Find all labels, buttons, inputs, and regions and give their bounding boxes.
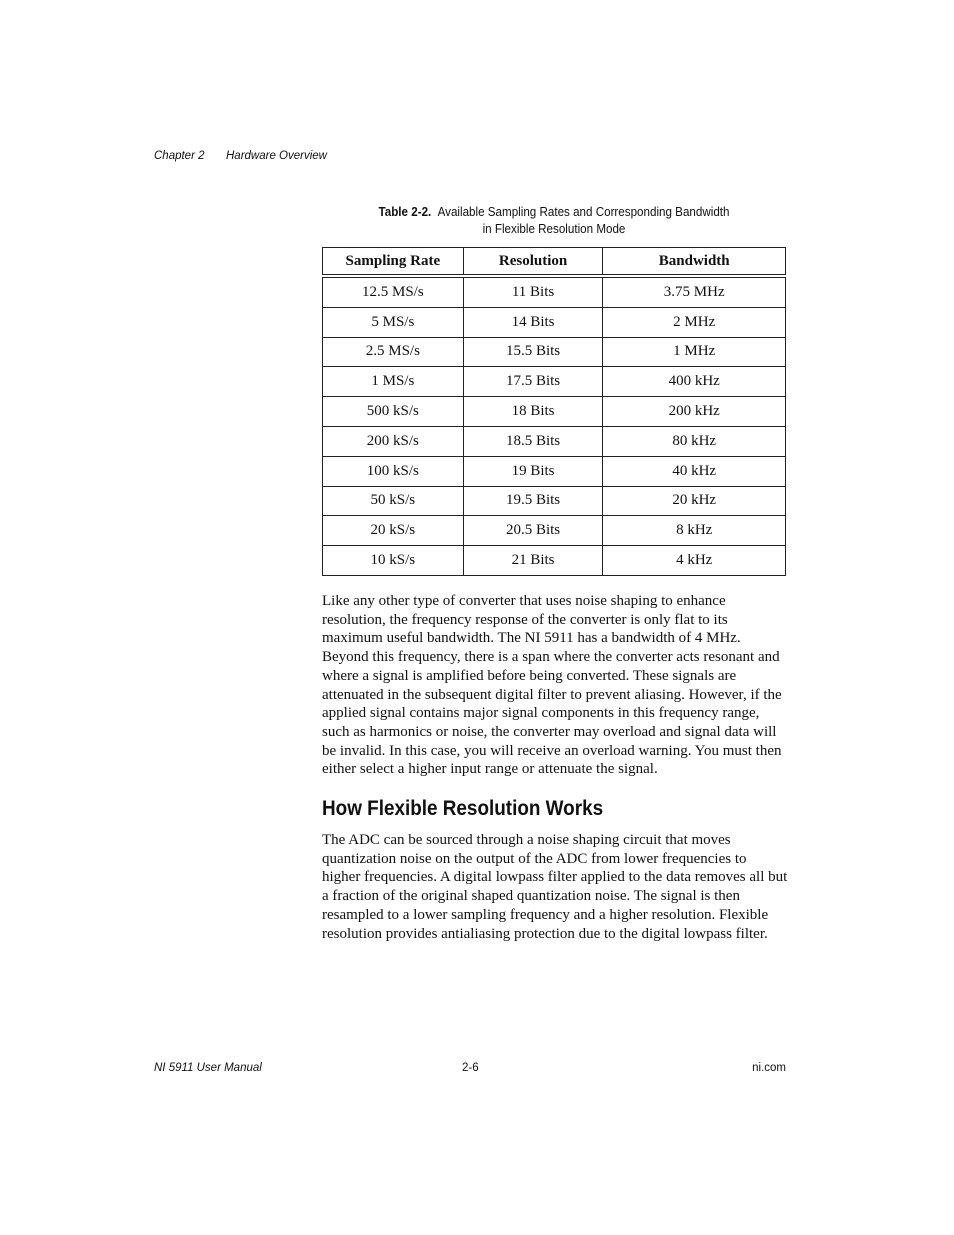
cell-bandwidth: 3.75 MHz bbox=[603, 276, 786, 307]
table-row bbox=[323, 397, 786, 427]
running-header bbox=[154, 150, 327, 162]
sampling-rates-table bbox=[322, 247, 786, 576]
cell-sampling-rate: 200 kS/s bbox=[323, 426, 464, 456]
cell-sampling-rate: 10 kS/s bbox=[323, 546, 464, 576]
cell-sampling-rate: 2.5 MS/s bbox=[323, 337, 464, 367]
table-row bbox=[323, 337, 786, 367]
body-paragraph-overload: Like any other type of converter that uses noise shaping to enhance resolution, the frequency response of the converter is only flat to its maximum useful bandwidth. The NI 5911 has a bandwidth of 4 MHz. Beyond this frequency, there is a span where the converter acts resonant and where a signal is amplified before being converted. These signals are attenuated in the subsequent digital filter to prevent aliasing. However, if the applied signal contains major signal components in this frequency range, such as harmonics or noise, the converter may overload and signal data will be invalid. In this case, you will receive an overload warning. You must then either select a higher input range or attenuate the signal. bbox=[322, 593, 782, 778]
cell-resolution: 14 Bits bbox=[463, 307, 603, 337]
chapter-label: Chapter 2 bbox=[154, 150, 205, 162]
cell-sampling-rate: 5 MS/s bbox=[323, 307, 464, 337]
cell-resolution: 18 Bits bbox=[463, 397, 603, 427]
column-header-sampling-rate: Sampling Rate bbox=[323, 248, 464, 277]
table-caption-line1: Available Sampling Rates and Corresponding Bandwidth bbox=[437, 205, 730, 219]
cell-sampling-rate: 20 kS/s bbox=[323, 516, 464, 546]
table-row bbox=[323, 456, 786, 486]
cell-resolution: 20.5 Bits bbox=[463, 516, 603, 546]
cell-resolution: 17.5 Bits bbox=[463, 367, 603, 397]
table-row bbox=[323, 426, 786, 456]
cell-sampling-rate: 500 kS/s bbox=[323, 397, 464, 427]
table-caption-line2: in Flexible Resolution Mode bbox=[482, 222, 626, 236]
cell-resolution: 11 Bits bbox=[463, 276, 603, 307]
table-row bbox=[323, 486, 786, 516]
table-row bbox=[323, 276, 786, 307]
column-header-bandwidth: Bandwidth bbox=[603, 248, 786, 277]
column-header-resolution: Resolution bbox=[463, 248, 603, 277]
table-caption-label: Table 2-2. bbox=[378, 205, 432, 219]
cell-resolution: 19 Bits bbox=[463, 456, 603, 486]
cell-bandwidth: 20 kHz bbox=[603, 486, 786, 516]
section-heading: How Flexible Resolution Works bbox=[322, 797, 604, 820]
cell-bandwidth: 1 MHz bbox=[603, 337, 786, 367]
body-paragraph-flexible-resolution: The ADC can be sourced through a noise shaping circuit that moves quantization noise on the output of the ADC from lower frequencies to higher frequencies. A digital lowpass filter applied to the data removes all but a fraction of the original shaped quantization noise. The signal is then resampled to a lower sampling frequency and a higher resolution. Flexible resolution provides antialiasing protection due to the digital lowpass filter. bbox=[322, 832, 788, 942]
cell-bandwidth: 4 kHz bbox=[603, 546, 786, 576]
table-row bbox=[323, 516, 786, 546]
cell-bandwidth: 200 kHz bbox=[603, 397, 786, 427]
table-row bbox=[323, 307, 786, 337]
cell-bandwidth: 400 kHz bbox=[603, 367, 786, 397]
footer-page-number: 2-6 bbox=[462, 1062, 479, 1074]
footer-manual-title: NI 5911 User Manual bbox=[154, 1062, 262, 1074]
cell-resolution: 15.5 Bits bbox=[463, 337, 603, 367]
cell-sampling-rate: 1 MS/s bbox=[323, 367, 464, 397]
table-header-row bbox=[323, 248, 786, 277]
table-row bbox=[323, 367, 786, 397]
cell-sampling-rate: 50 kS/s bbox=[323, 486, 464, 516]
cell-resolution: 19.5 Bits bbox=[463, 486, 603, 516]
cell-bandwidth: 8 kHz bbox=[603, 516, 786, 546]
footer-website: ni.com bbox=[752, 1062, 786, 1074]
cell-bandwidth: 2 MHz bbox=[603, 307, 786, 337]
cell-resolution: 18.5 Bits bbox=[463, 426, 603, 456]
cell-sampling-rate: 100 kS/s bbox=[323, 456, 464, 486]
table-row bbox=[323, 546, 786, 576]
table-caption bbox=[338, 204, 770, 238]
cell-bandwidth: 40 kHz bbox=[603, 456, 786, 486]
chapter-title: Hardware Overview bbox=[226, 150, 327, 162]
cell-resolution: 21 Bits bbox=[463, 546, 603, 576]
cell-sampling-rate: 12.5 MS/s bbox=[323, 276, 464, 307]
cell-bandwidth: 80 kHz bbox=[603, 426, 786, 456]
